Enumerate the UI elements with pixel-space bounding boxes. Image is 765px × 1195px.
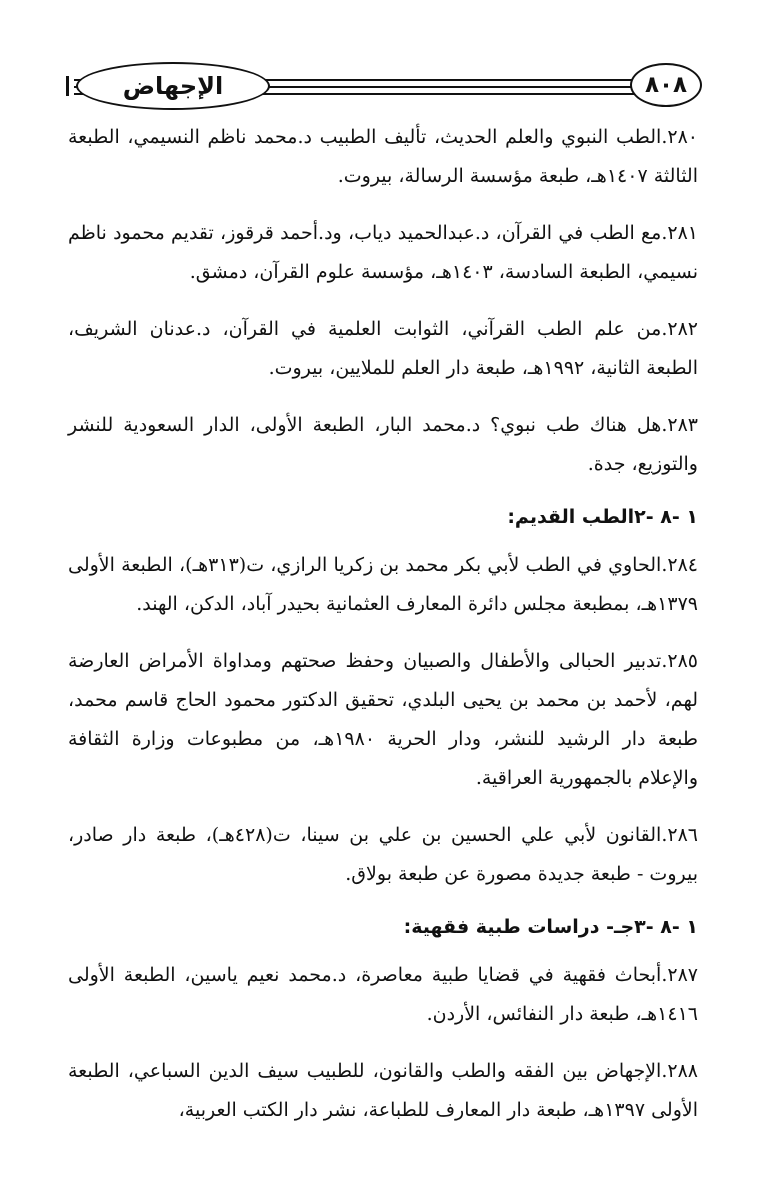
reference-entry bbox=[68, 406, 698, 484]
entry-number: ٢٨٣. bbox=[661, 414, 698, 436]
entry-text: أبحاث فقهية في قضايا طبية معاصرة، د.محمد نعيم ياسين، الطبعة الأولى ١٤١٦هـ، طبعة دار النفائس، الأردن. bbox=[68, 964, 698, 1025]
entry-text: الحاوي في الطب لأبي بكر محمد بن زكريا الرازي، ت(٣١٣هـ)، الطبعة الأولى ١٣٧٩هـ، بمطبعة مجلس دائرة المعارف العثمانية بحيدر آباد، الدكن، الهند. bbox=[68, 554, 698, 615]
entry-text: القانون لأبي علي الحسين بن علي بن سينا، ت(٤٢٨هـ)، طبعة دار صادر، بيروت - طبعة جديدة مصورة عن طبعة بولاق. bbox=[68, 824, 698, 885]
entry-number: ٢٨٠. bbox=[661, 126, 698, 148]
reference-entry bbox=[68, 310, 698, 388]
entry-number: ٢٨٢. bbox=[661, 318, 698, 340]
running-title: الإجهاض bbox=[76, 62, 270, 110]
entry-text: الطب النبوي والعلم الحديث، تأليف الطبيب د.محمد ناظم النسيمي، الطبعة الثالثة ١٤٠٧هـ، طبعة مؤسسة الرسالة، بيروت. bbox=[68, 126, 698, 187]
entry-text: من علم الطب القرآني، الثوابت العلمية في القرآن، د.عدنان الشريف، الطبعة الثانية، ١٩٩٢هـ، طبعة دار العلم للملايين، بيروت. bbox=[68, 318, 698, 379]
entry-text: تدبير الحبالى والأطفال والصبيان وحفظ صحتهم ومداواة الأمراض العارضة لهم، لأحمد بن محمد بن يحيى البلدي، تحقيق الدكتور محمود الحاج قاسم محمد، طبعة دار الرشيد للنشر، ودار الحرية ١٩٨٠هـ، من مطبوعات وزارة الثقافة والإعلام بالجمهورية العراقية. bbox=[68, 650, 699, 789]
reference-entry bbox=[68, 546, 698, 624]
entry-number: ٢٨٦. bbox=[661, 824, 698, 846]
reference-entry bbox=[68, 214, 698, 292]
reference-entry bbox=[68, 118, 698, 196]
entry-number: ٢٨١. bbox=[661, 222, 698, 244]
reference-entry bbox=[68, 1052, 698, 1130]
entry-text: مع الطب في القرآن، د.عبدالحميد دياب، ود.أحمد قرقوز، تقديم محمود ناظم نسيمي، الطبعة السادسة، ١٤٠٣هـ، مؤسسة علوم القرآن، دمشق. bbox=[68, 222, 698, 283]
section-heading-ancient-medicine: ١ -٨ -٢الطب القديم: bbox=[507, 506, 698, 528]
entry-number: ٢٨٤. bbox=[661, 554, 698, 576]
reference-entry bbox=[68, 642, 698, 798]
entry-number: ٢٨٥. bbox=[661, 650, 698, 672]
entry-number: ٢٨٧. bbox=[661, 964, 698, 986]
entry-text: الإجهاض بين الفقه والطب والقانون، للطبيب سيف الدين السباعي، الطبعة الأولى ١٣٩٧هـ، طبعة دار المعارف للطباعة، نشر دار الكتب العربية، bbox=[68, 1060, 698, 1121]
reference-entry bbox=[68, 956, 698, 1034]
reference-entry bbox=[68, 816, 698, 894]
page-number: ٨٠٨ bbox=[630, 63, 702, 107]
section-heading-medical-fiqh-studies: ١ -٨ -٣جـ- دراسات طبية فقهية: bbox=[403, 916, 698, 938]
page-body bbox=[68, 118, 698, 1148]
entry-text: هل هناك طب نبوي؟ د.محمد البار، الطبعة الأولى، الدار السعودية للنشر والتوزيع، جدة. bbox=[68, 414, 698, 475]
entry-number: ٢٨٨. bbox=[661, 1060, 698, 1082]
page-header bbox=[66, 62, 696, 114]
